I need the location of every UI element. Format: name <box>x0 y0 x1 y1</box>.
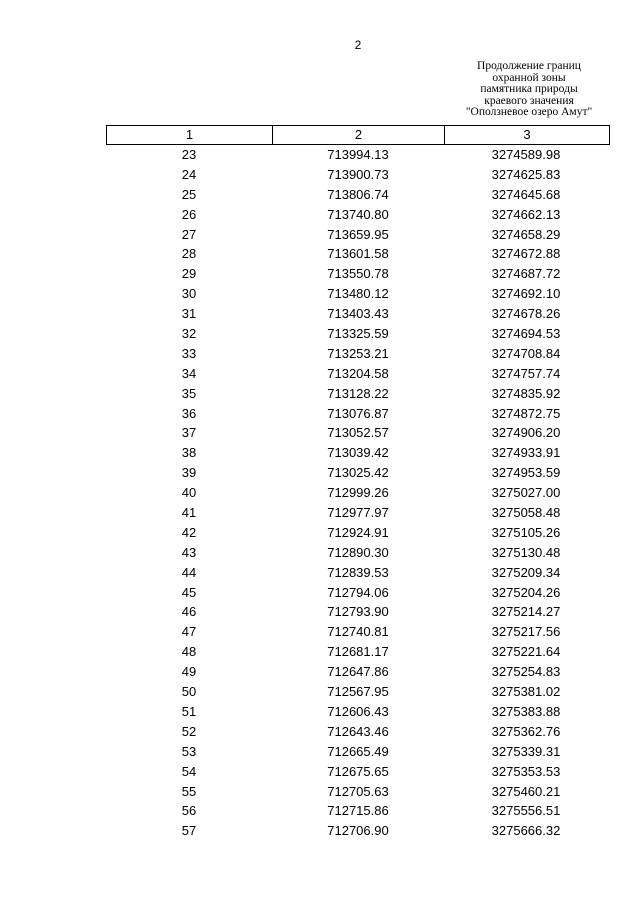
column-header: 2 <box>273 126 445 144</box>
table-cell: 3275666.32 <box>491 823 561 839</box>
table-cell: 712705.63 <box>327 783 389 799</box>
table-cell: 3275353.53 <box>491 763 561 779</box>
table-cell: 3274589.98 <box>491 147 561 162</box>
table-cell: 56 <box>181 803 197 819</box>
table-cell: 713806.74 <box>327 186 389 202</box>
table-cell: 43 <box>181 544 197 560</box>
table-cell: 712793.90 <box>327 604 389 620</box>
table-row <box>106 762 610 782</box>
table-row <box>106 284 610 304</box>
table-row <box>106 622 610 642</box>
table-cell: 3275105.26 <box>491 524 561 540</box>
table-cell: 712740.81 <box>327 624 389 640</box>
table-row <box>106 503 610 523</box>
table-cell: 29 <box>181 266 197 282</box>
table-cell: 49 <box>181 664 197 680</box>
table-cell: 50 <box>181 684 197 700</box>
table-cell: 42 <box>181 524 197 540</box>
table-cell: 3275221.64 <box>491 644 561 660</box>
table-row <box>106 563 610 583</box>
table-cell: 3274953.59 <box>491 465 561 481</box>
table-row <box>106 682 610 702</box>
table-body <box>106 145 610 841</box>
table-cell: 3274933.91 <box>491 445 561 461</box>
table-row <box>106 523 610 543</box>
table-cell: 32 <box>181 326 197 342</box>
table-cell: 3275058.48 <box>491 505 561 521</box>
table-cell: 713601.58 <box>327 246 389 262</box>
heading-line: памятника природы <box>480 83 578 96</box>
table-cell: 47 <box>181 624 197 640</box>
table-row <box>106 304 610 324</box>
table-row <box>106 801 610 821</box>
table-row <box>106 463 610 483</box>
coordinates-table <box>106 125 610 841</box>
table-cell: 3275254.83 <box>491 664 561 680</box>
table-cell: 3274757.74 <box>491 365 561 381</box>
table-cell: 52 <box>181 723 197 739</box>
table-cell: 3274906.20 <box>491 425 561 441</box>
table-cell: 3274678.26 <box>491 306 561 322</box>
table-row <box>106 722 610 742</box>
table-cell: 46 <box>181 604 197 620</box>
table-cell: 3275339.31 <box>491 743 561 759</box>
table-row <box>106 145 610 165</box>
table-cell: 712675.65 <box>327 763 389 779</box>
table-cell: 48 <box>181 644 197 660</box>
table-row <box>106 702 610 722</box>
table-cell: 713325.59 <box>327 326 389 342</box>
heading-line: Продолжение границ <box>477 60 581 72</box>
table-cell: 3274708.84 <box>491 345 561 361</box>
table-row <box>106 742 610 762</box>
table-cell: 40 <box>181 485 197 501</box>
table-row <box>106 583 610 603</box>
table-cell: 33 <box>181 345 197 361</box>
table-row <box>106 404 610 424</box>
table-row <box>106 443 610 463</box>
table-row <box>106 821 610 841</box>
table-cell: 25 <box>181 186 197 202</box>
table-row <box>106 543 610 563</box>
table-row <box>106 225 610 245</box>
heading-line: "Оползневое озеро Амут" <box>465 106 593 119</box>
table-cell: 57 <box>181 823 197 839</box>
table-cell: 3275381.02 <box>491 684 561 700</box>
table-cell: 712706.90 <box>327 823 389 839</box>
table-cell: 24 <box>181 166 197 182</box>
table-cell: 3274645.68 <box>491 186 561 202</box>
table-cell: 712890.30 <box>327 544 389 560</box>
column-header: 3 <box>523 127 531 142</box>
table-row <box>106 384 610 404</box>
table-row <box>106 602 610 622</box>
table-row <box>106 205 610 225</box>
table-cell: 712647.86 <box>327 664 389 680</box>
table-cell: 713659.95 <box>327 226 389 242</box>
table-row <box>106 165 610 185</box>
table-cell: 712567.95 <box>327 684 389 700</box>
table-cell: 3274687.72 <box>491 266 561 282</box>
table-cell: 3275383.88 <box>491 703 561 719</box>
table-row <box>106 185 610 205</box>
table-row <box>106 344 610 364</box>
table-cell: 34 <box>181 365 197 381</box>
table-cell: 23 <box>181 147 197 162</box>
table-cell: 3274835.92 <box>491 385 561 401</box>
table-cell: 41 <box>181 505 197 521</box>
table-row <box>106 662 610 682</box>
table-cell: 37 <box>181 425 197 441</box>
table-cell: 45 <box>181 584 197 600</box>
table-cell: 35 <box>181 385 197 401</box>
table-cell: 3274692.10 <box>491 286 561 302</box>
table-cell: 712924.91 <box>327 524 389 540</box>
table-cell: 3275027.00 <box>491 485 561 501</box>
table-cell: 3274672.88 <box>491 246 561 262</box>
table-cell: 55 <box>181 783 197 799</box>
table-cell: 3275217.56 <box>491 624 561 640</box>
table-cell: 44 <box>181 564 197 580</box>
table-cell: 30 <box>181 286 197 302</box>
table-cell: 28 <box>181 246 197 262</box>
heading-line: охранной зоны <box>492 71 566 84</box>
table-row <box>106 264 610 284</box>
table-cell: 713480.12 <box>327 286 389 302</box>
table-cell: 3275204.26 <box>491 584 561 600</box>
table-cell: 712977.97 <box>327 505 389 521</box>
table-cell: 713740.80 <box>327 206 389 222</box>
table-cell: 713128.22 <box>327 385 389 401</box>
table-cell: 713025.42 <box>327 465 389 481</box>
table-row <box>106 423 610 443</box>
table-cell: 712839.53 <box>327 564 389 580</box>
table-header <box>106 125 610 145</box>
table-cell: 3275556.51 <box>491 803 561 819</box>
table-cell: 38 <box>181 445 197 461</box>
table-cell: 3274694.53 <box>491 326 561 342</box>
table-cell: 713403.43 <box>327 306 389 322</box>
table-row <box>106 642 610 662</box>
table-row <box>106 244 610 264</box>
table-cell: 713900.73 <box>327 166 389 182</box>
table-row <box>106 483 610 503</box>
table-cell: 3275209.34 <box>491 564 561 580</box>
table-cell: 713076.87 <box>327 405 389 421</box>
table-cell: 26 <box>181 206 197 222</box>
document-heading <box>445 61 613 119</box>
table-cell: 712794.06 <box>327 584 389 600</box>
table-cell: 3274658.29 <box>491 226 561 242</box>
page-number: 2 <box>354 38 362 52</box>
table-cell: 54 <box>181 763 197 779</box>
table-row <box>106 324 610 344</box>
table-cell: 713994.13 <box>327 147 389 162</box>
table-cell: 36 <box>181 405 197 421</box>
table-cell: 51 <box>181 703 197 719</box>
table-cell: 713204.58 <box>327 365 389 381</box>
table-cell: 713052.57 <box>327 425 389 441</box>
table-cell: 3275130.48 <box>491 544 561 560</box>
heading-line: краевого значения <box>484 94 574 107</box>
table-cell: 712665.49 <box>327 743 389 759</box>
table-cell: 27 <box>181 226 197 242</box>
table-cell: 31 <box>181 306 197 322</box>
table-cell: 3275362.76 <box>491 723 561 739</box>
table-cell: 712715.86 <box>327 803 389 819</box>
table-cell: 3274872.75 <box>491 405 561 421</box>
table-cell: 39 <box>181 465 197 481</box>
table-cell: 712606.43 <box>327 703 389 719</box>
table-cell: 3275214.27 <box>491 604 561 620</box>
table-cell: 712999.26 <box>327 485 389 501</box>
table-row <box>106 364 610 384</box>
table-cell: 712681.17 <box>327 644 389 660</box>
table-cell: 713039.42 <box>327 445 389 461</box>
table-cell: 713253.21 <box>327 345 389 361</box>
table-cell: 3274662.13 <box>491 206 561 222</box>
table-cell: 3274625.83 <box>491 166 561 182</box>
table-cell: 712643.46 <box>327 723 389 739</box>
table-cell: 53 <box>181 743 197 759</box>
column-header: 1 <box>107 126 273 144</box>
table-cell: 713550.78 <box>327 266 389 282</box>
table-row <box>106 782 610 802</box>
table-cell: 3275460.21 <box>491 783 561 799</box>
